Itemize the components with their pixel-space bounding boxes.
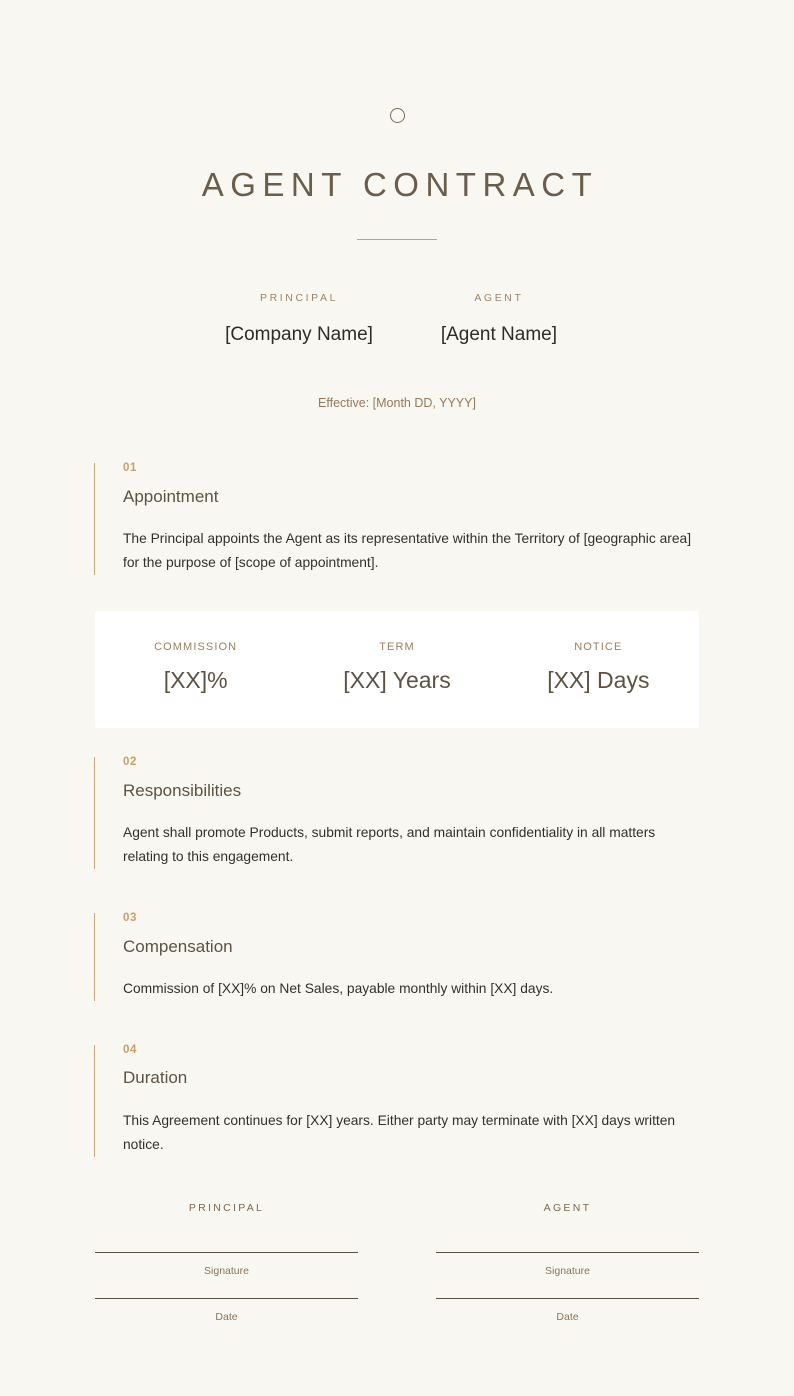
key-term-label: NOTICE (574, 641, 623, 654)
clause-body: The Principal appoints the Agent as its representative within the Territory of [geographic area] for the purpose of [scope of appointment]. (123, 531, 692, 571)
party-agent (429, 292, 569, 346)
key-term-value: [XX] Years (343, 667, 451, 694)
clause-body: Commission of [XX]% on Net Sales, payable monthly within [XX] days. (123, 980, 554, 996)
clause-heading: Compensation (123, 936, 233, 956)
clause-body: This Agreement continues for [XX] years. Either party may terminate with [XX] days written notice. (123, 1112, 676, 1152)
signature-principal (95, 1202, 358, 1323)
date-caption: Date (215, 1310, 238, 1323)
party-principal (225, 292, 373, 346)
signature-role-label: AGENT (543, 1201, 592, 1214)
parties-block (0, 292, 794, 346)
party-principal-name: [Company Name] (225, 324, 373, 346)
clause-list-continued (0, 757, 794, 1157)
date-line[interactable] (436, 1298, 699, 1299)
key-term-label: TERM (379, 641, 415, 654)
key-term-value: [XX]% (163, 667, 228, 694)
signature-agent (436, 1202, 699, 1323)
signature-line[interactable] (95, 1252, 358, 1253)
clause-list (0, 463, 794, 575)
key-terms-card (95, 611, 699, 728)
circle-emblem-icon (390, 108, 405, 123)
party-agent-name: [Agent Name] (440, 324, 557, 346)
clause-number: 02 (123, 756, 137, 769)
key-term-commission (95, 641, 296, 694)
document-header (0, 0, 794, 240)
clause-number: 01 (123, 462, 137, 475)
date-caption: Date (556, 1310, 579, 1323)
page-title: AGENT CONTRACT (201, 166, 599, 203)
signature-block (95, 1202, 699, 1323)
spacer (0, 575, 794, 611)
key-term-value: [XX] Days (547, 667, 650, 694)
date-line[interactable] (95, 1298, 358, 1299)
clause-heading: Appointment (123, 486, 219, 506)
party-agent-role: AGENT (474, 292, 524, 305)
spacer (0, 728, 794, 757)
signature-caption: Signature (204, 1264, 249, 1277)
signature-role-label: PRINCIPAL (188, 1201, 265, 1214)
clause-section-04 (94, 1045, 699, 1157)
effective-date: Effective: [Month DD, YYYY] (318, 396, 476, 411)
clause-heading: Responsibilities (123, 780, 242, 800)
signature-line[interactable] (436, 1252, 699, 1253)
clause-number: 03 (123, 912, 137, 925)
clause-heading: Duration (123, 1068, 188, 1088)
clause-body: Agent shall promote Products, submit reports, and maintain confidentiality in all matters relating to this engagement. (123, 825, 656, 865)
key-term-notice (498, 641, 699, 694)
clause-number: 04 (123, 1043, 137, 1056)
clause-section-03 (94, 913, 699, 1001)
signature-caption: Signature (545, 1264, 590, 1277)
party-principal-role: PRINCIPAL (259, 292, 339, 305)
clause-section-02 (94, 757, 699, 869)
clause-section-01 (94, 463, 699, 575)
title-divider (357, 239, 437, 240)
key-term-term (296, 641, 497, 694)
key-term-label: COMMISSION (154, 641, 238, 654)
